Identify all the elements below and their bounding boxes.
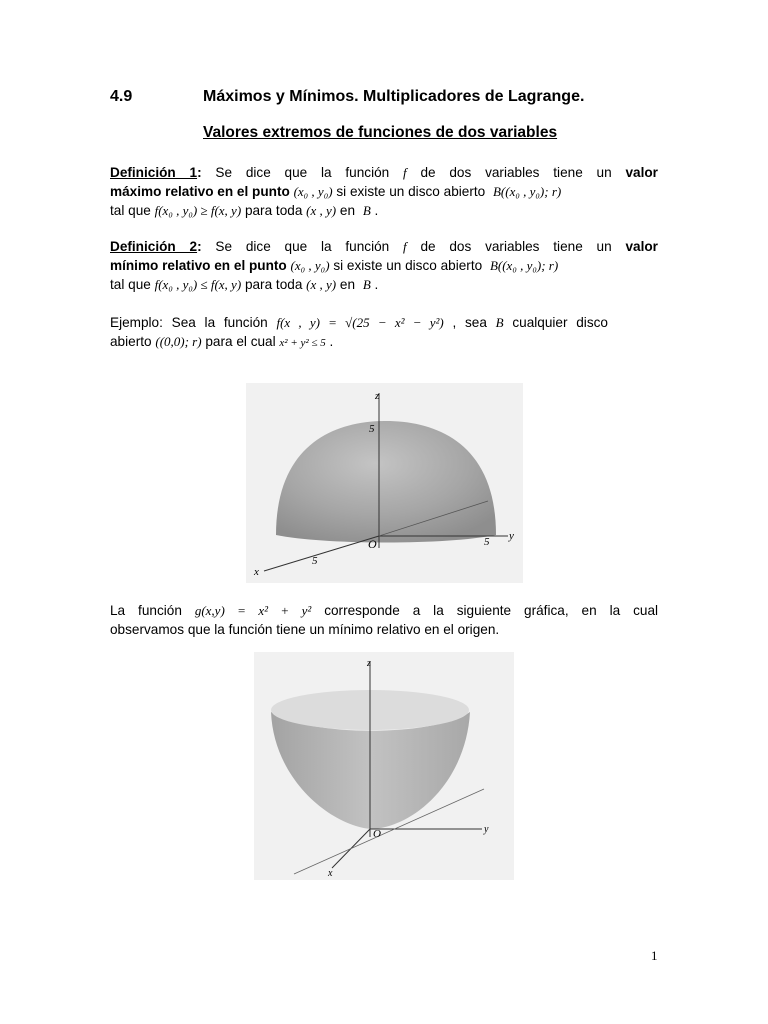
subtitle: Valores extremos de funciones de dos variables xyxy=(203,124,558,141)
z-tick-label: 5 xyxy=(369,423,375,435)
x-axis-label: x xyxy=(328,868,333,879)
y-tick-label: 5 xyxy=(484,536,490,548)
x-axis-line xyxy=(264,536,379,571)
paraboloid-figure xyxy=(254,652,514,880)
example-line2: abierto ((0,0); r) para el cual x² + y² ≤ 5 . xyxy=(110,334,334,349)
section-number: 4.9 xyxy=(110,88,133,105)
para2-line2: observamos que la función tiene un mínimo relativo en el origen. xyxy=(110,622,500,637)
def2-line3: tal que f(x₀ , y₀) ≤ f(x, y) para toda (x , y) en B . xyxy=(110,277,379,292)
def1-line2: máximo relativo en el punto (x₀ , y₀) si existe un disco abierto B((x₀ , y₀); r) xyxy=(110,184,562,199)
origin-label: O xyxy=(373,828,381,840)
paraboloid-graph xyxy=(254,652,514,880)
y-axis-label: y xyxy=(484,824,489,835)
hemisphere-surface xyxy=(276,421,496,543)
def1-line1: Definición 1: Se dice que la función f de dos variables tiene un valor xyxy=(110,165,658,180)
def1-line3: tal que f(x₀ , y₀) ≥ f(x, y) para toda (x , y) en B . xyxy=(110,203,379,218)
para2-line1: La función g(x,y) = x² + y² corresponde a la siguiente gráfica, en la cual xyxy=(110,603,659,618)
def2-line1: Definición 2: Se dice que la función f de dos variables tiene un valor xyxy=(110,239,658,254)
z-axis-label: z xyxy=(375,390,380,402)
def2-label: Definición 2 xyxy=(110,239,198,254)
page-number: 1 xyxy=(651,948,658,963)
origin-label: O xyxy=(368,537,377,551)
z-axis-label: z xyxy=(367,658,371,669)
x-tick-label: 5 xyxy=(312,555,318,567)
hemisphere-figure xyxy=(246,383,523,583)
example-line1: Ejemplo: Sea la función f(x , y) = √(25 − x² − y²) , sea B cualquier disco xyxy=(110,315,608,330)
def2-line2: mínimo relativo en el punto (x₀ , y₀) si existe un disco abierto B((x₀ , y₀); r) xyxy=(110,258,559,273)
section-title: Máximos y Mínimos. Multiplicadores de Lagrange. xyxy=(203,88,585,105)
def1-label: Definición 1 xyxy=(110,165,198,180)
x-axis-label: x xyxy=(254,566,259,578)
y-axis-label: y xyxy=(509,530,514,542)
hemisphere-graph xyxy=(246,383,523,583)
